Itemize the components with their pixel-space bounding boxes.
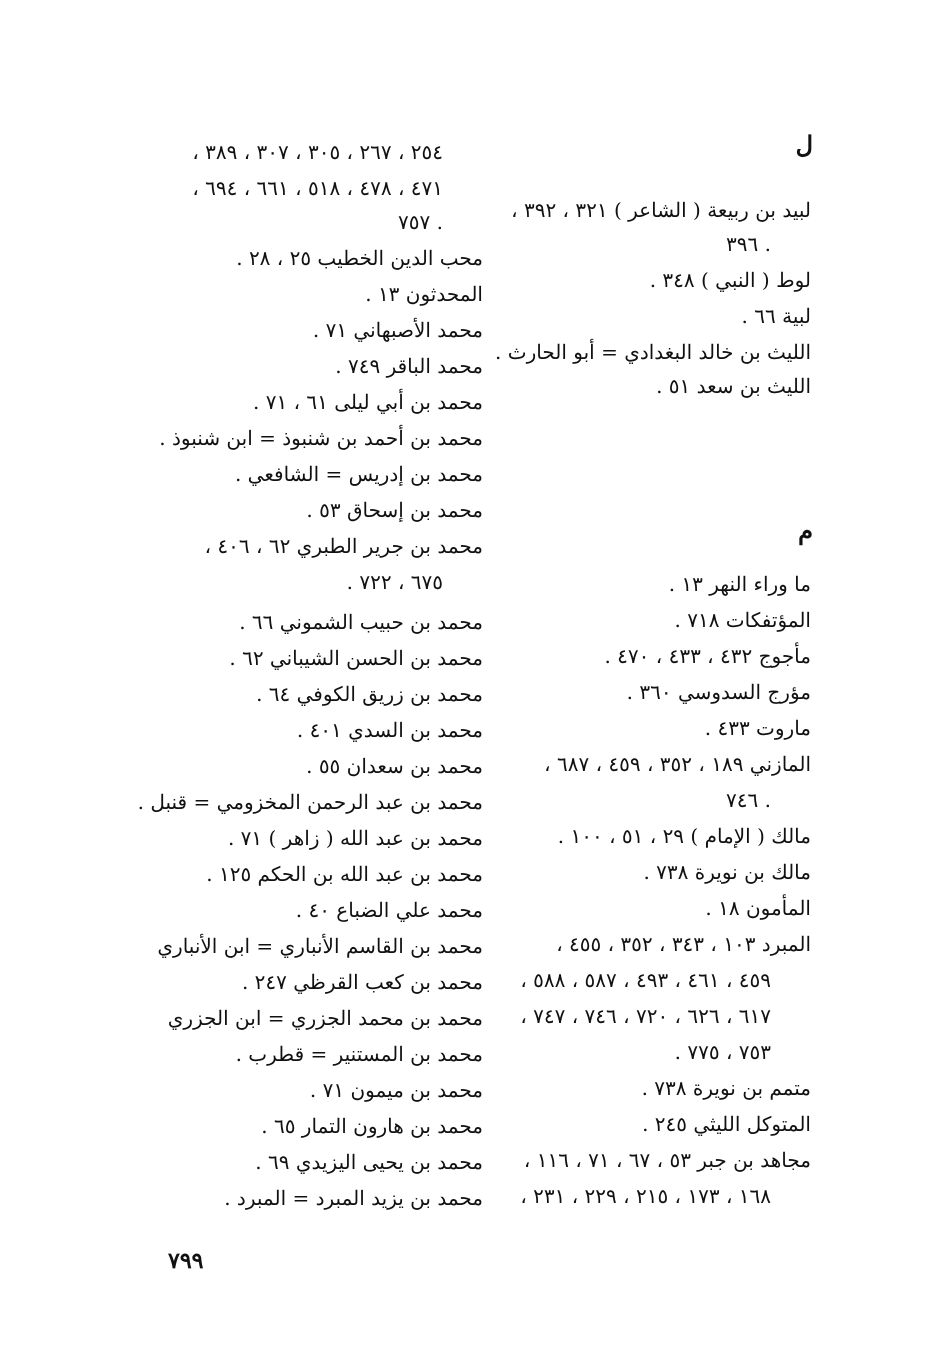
index-entry: مالك ( الإمام ) ٢٩ ، ٥١ ، ١٠٠ . (557, 824, 811, 848)
index-entry: محمد بن حبيب الشموني ٦٦ . (239, 610, 483, 634)
index-entry: محمد بن إدريس = الشافعي . (234, 462, 483, 486)
index-entry: محمد بن الحسن الشيباني ٦٢ . (229, 646, 483, 670)
index-entry: المأمون ١٨ . (705, 896, 811, 920)
index-entry: الليث بن سعد ٥١ . (656, 374, 811, 398)
index-entry: محب الدين الخطيب ٢٥ ، ٢٨ . (236, 246, 483, 270)
index-entry: مؤرج السدوسي ٣٦٠ . (626, 680, 811, 704)
index-entry: المازني ١٨٩ ، ٣٥٢ ، ٤٥٩ ، ٦٨٧ ، (544, 752, 811, 776)
index-entry: محمد بن السدي ٤٠١ . (296, 718, 483, 742)
page-number: ٧٩٩ (168, 1248, 204, 1274)
index-entry: محمد بن كعب القرظي ٢٤٧ . (241, 970, 483, 994)
index-entry: الليث بن خالد البغدادي = أبو الحارث . (495, 340, 811, 364)
index-entry: محمد علي الضباع ٤٠ . (295, 898, 483, 922)
index-entry-continuation: ٦١٧ ، ٦٢٦ ، ٧٢٠ ، ٧٤٦ ، ٧٤٧ ، (520, 1004, 771, 1028)
index-entry: المتوكل الليثي ٢٤٥ . (642, 1112, 811, 1136)
index-entry: محمد بن عبد الله ( زاهر ) ٧١ . (227, 826, 483, 850)
index-entry: لبيد بن ربيعة ( الشاعر ) ٣٢١ ، ٣٩٢ ، (511, 198, 811, 222)
index-entry: مالك بن نويرة ٧٣٨ . (643, 860, 811, 884)
index-entry: ماروت ٤٣٣ . (704, 716, 811, 740)
index-entry-continuation: . ٧٤٦ (726, 788, 771, 812)
index-entry: محمد بن عبد الله بن الحكم ١٢٥ . (206, 862, 483, 886)
index-entry-continuation: . ٣٩٦ (726, 232, 771, 256)
index-entry: مجاهد بن جبر ٥٣ ، ٦٧ ، ٧١ ، ١١٦ ، (523, 1148, 811, 1172)
index-entry: محمد بن جرير الطبري ٦٢ ، ٤٠٦ ، (204, 534, 483, 558)
index-entry: محمد الباقر ٧٤٩ . (335, 354, 483, 378)
index-entry-continuation: . ٧٥٧ (398, 210, 443, 234)
index-entry: محمد بن هارون التمار ٦٥ . (261, 1114, 483, 1138)
index-entry: محمد بن أبي ليلى ٦١ ، ٧١ . (253, 390, 483, 414)
index-entry-continuation: ٦٧٥ ، ٧٢٢ . (346, 570, 443, 594)
index-entry: مأجوج ٤٣٢ ، ٤٣٣ ، ٤٧٠ . (604, 644, 811, 668)
index-entry: محمد بن إسحاق ٥٣ . (306, 498, 483, 522)
index-entry: محمد بن سعدان ٥٥ . (306, 754, 483, 778)
index-entry-continuation: ٤٥٩ ، ٤٦١ ، ٤٩٣ ، ٥٨٧ ، ٥٨٨ ، (520, 968, 771, 992)
index-entry: محمد بن المستنير = قطرب . (235, 1042, 483, 1066)
index-entry: محمد بن ميمون ٧١ . (309, 1078, 483, 1102)
index-entry-continuation: ٤٧١ ، ٤٧٨ ، ٥١٨ ، ٦٦١ ، ٦٩٤ ، (192, 176, 443, 200)
index-entry-continuation: ٢٥٤ ، ٢٦٧ ، ٣٠٥ ، ٣٠٧ ، ٣٨٩ ، (192, 140, 443, 164)
index-entry: المؤتفكات ٧١٨ . (674, 608, 811, 632)
index-entry-continuation: ١٦٨ ، ١٧٣ ، ٢١٥ ، ٢٢٩ ، ٢٣١ ، (520, 1184, 771, 1208)
index-entry: محمد بن زريق الكوفي ٦٤ . (256, 682, 483, 706)
index-entry: ما وراء النهر ١٣ . (668, 572, 811, 596)
index-entry-continuation: ٧٥٣ ، ٧٧٥ . (674, 1040, 771, 1064)
index-entry: المبرد ١٠٣ ، ٣٤٣ ، ٣٥٢ ، ٤٥٥ ، (556, 932, 811, 956)
index-entry: المحدثون ١٣ . (365, 282, 483, 306)
section-letter-lam: ل (795, 130, 813, 159)
index-entry: لبية ٦٦ . (741, 304, 811, 328)
index-entry: محمد بن أحمد بن شنبوذ = ابن شنبوذ . (159, 426, 483, 450)
index-entry: لوط ( النبي ) ٣٤٨ . (649, 268, 811, 292)
section-letter-mim: م (798, 516, 813, 545)
index-entry: محمد بن القاسم الأنباري = ابن الأنباري (157, 934, 483, 958)
index-entry: محمد بن محمد الجزري = ابن الجزري (167, 1006, 483, 1030)
index-entry: محمد بن عبد الرحمن المخزومي = قنبل . (137, 790, 483, 814)
index-entry: متمم بن نويرة ٧٣٨ . (641, 1076, 811, 1100)
index-entry: محمد بن يحيى اليزيدي ٦٩ . (255, 1150, 483, 1174)
index-entry: محمد بن يزيد المبرد = المبرد . (224, 1186, 483, 1210)
index-entry: محمد الأصبهاني ٧١ . (312, 318, 483, 342)
